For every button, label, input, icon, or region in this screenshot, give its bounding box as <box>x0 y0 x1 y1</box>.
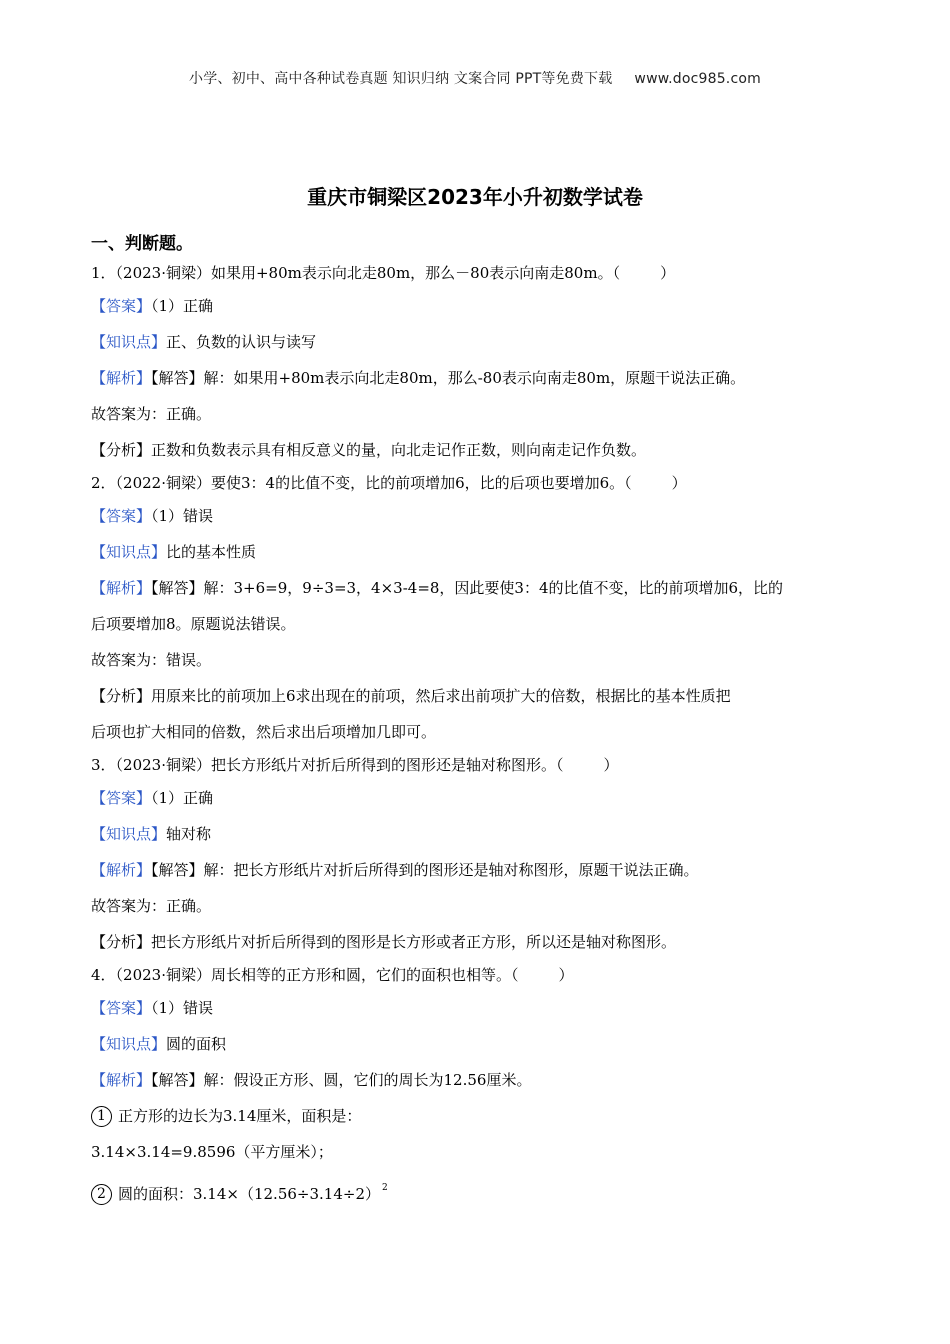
analysis-line-2: 后项要增加8。原题说法错误。 <box>91 615 296 633</box>
analysis-text: 【解答】解：假设正方形、圆，它们的周长为12.56厘米。 <box>151 1071 532 1089</box>
knowledge-text: 正、负数的认识与读写 <box>166 333 317 351</box>
answer-line <box>91 498 866 534</box>
analysis-text: 【解答】解：把长方形纸片对折后所得到的图形还是轴对称图形，原题干说法正确。 <box>151 861 699 879</box>
step-1-line <box>91 1098 866 1134</box>
question-1 <box>91 258 866 468</box>
header-text: 小学、初中、高中各种试卷真题 知识归纳 文案合同 PPT等免费下载 <box>189 71 613 87</box>
document-title: 重庆市铜梁区2023年小升初数学试卷 <box>307 185 643 209</box>
fenxi-tag: 【分析】 <box>91 441 152 459</box>
question-stem: 1．（2023·铜梁）如果用+80m表示向北走80m，那么－80表示向南走80m。（ ） <box>91 264 676 282</box>
answer-line <box>91 990 866 1026</box>
fenxi-text: 用原来比的前项加上6求出现在的前项，然后求出前项扩大的倍数，根据比的基本性质把 <box>151 687 731 705</box>
question-3 <box>91 750 866 960</box>
fenxi-text: 把长方形纸片对折后所得到的图形是长方形或者正方形，所以还是轴对称图形。 <box>151 933 677 951</box>
analysis-line <box>91 852 866 888</box>
analysis-tag: 【解析】 <box>91 369 152 387</box>
fenxi-line <box>91 678 866 714</box>
knowledge-line <box>91 534 866 570</box>
analysis-tag: 【解析】 <box>91 861 152 879</box>
fenxi-line <box>91 924 866 960</box>
analysis-line <box>91 1062 866 1098</box>
fenxi-tag: 【分析】 <box>91 687 152 705</box>
knowledge-line <box>91 1026 866 1062</box>
knowledge-tag: 【知识点】 <box>91 333 167 351</box>
circled-number-1: 1 <box>91 1106 112 1127</box>
step-1-text: 正方形的边长为3.14厘米，面积是： <box>118 1107 362 1125</box>
knowledge-text: 比的基本性质 <box>166 543 257 561</box>
question-4 <box>91 960 866 1212</box>
exponent: 2 <box>382 1183 388 1193</box>
analysis-line <box>91 570 866 606</box>
question-2 <box>91 468 866 750</box>
analysis-text: 【解答】解：如果用+80m表示向北走80m，那么-80表示向南走80m，原题干说法正确。 <box>151 369 746 387</box>
knowledge-line <box>91 324 866 360</box>
conclusion-line: 故答案为：正确。 <box>91 405 212 423</box>
step-2-text: 圆的面积：3.14×（12.56÷3.14÷2） <box>118 1185 380 1203</box>
calc-1-line: 3.14×3.14=9.8596（平方厘米）； <box>91 1143 333 1161</box>
knowledge-text: 轴对称 <box>166 825 212 843</box>
fenxi-tag: 【分析】 <box>91 933 152 951</box>
answer-line <box>91 780 866 816</box>
answer-tag: 【答案】 <box>91 297 152 315</box>
page-header <box>0 68 950 88</box>
knowledge-line <box>91 816 866 852</box>
section-title: 一、判断题。 <box>91 234 193 254</box>
step-2-line <box>91 1170 866 1212</box>
answer-text: （1）正确 <box>151 297 214 315</box>
analysis-tag: 【解析】 <box>91 1071 152 1089</box>
answer-text: （1）正确 <box>151 789 214 807</box>
answer-tag: 【答案】 <box>91 789 152 807</box>
fenxi-line <box>91 432 866 468</box>
conclusion-line: 故答案为：正确。 <box>91 897 212 915</box>
conclusion-line: 故答案为：错误。 <box>91 651 212 669</box>
answer-text: （1）错误 <box>151 507 214 525</box>
answer-tag: 【答案】 <box>91 999 152 1017</box>
knowledge-tag: 【知识点】 <box>91 543 167 561</box>
question-stem: 3．（2023·铜梁）把长方形纸片对折后所得到的图形还是轴对称图形。（ ） <box>91 756 619 774</box>
question-stem: 4．（2023·铜梁）周长相等的正方形和圆，它们的面积也相等。（ ） <box>91 966 574 984</box>
fenxi-line-2: 后项也扩大相同的倍数，然后求出后项增加几即可。 <box>91 723 437 741</box>
question-stem: 2．（2022·铜梁）要使3：4的比值不变，比的前项增加6，比的后项也要增加6。（ ） <box>91 474 687 492</box>
answer-tag: 【答案】 <box>91 507 152 525</box>
analysis-line <box>91 360 866 396</box>
answer-text: （1）错误 <box>151 999 214 1017</box>
knowledge-tag: 【知识点】 <box>91 1035 167 1053</box>
analysis-text: 【解答】解：3+6=9，9÷3=3，4×3-4=8，因此要使3：4的比值不变，比的前项增加6，比的 <box>151 579 784 597</box>
circled-number-2: 2 <box>91 1184 112 1205</box>
knowledge-text: 圆的面积 <box>166 1035 227 1053</box>
fenxi-text: 正数和负数表示具有相反意义的量，向北走记作正数，则向南走记作负数。 <box>151 441 647 459</box>
analysis-tag: 【解析】 <box>91 579 152 597</box>
header-url[interactable]: www.doc985.com <box>634 71 761 87</box>
knowledge-tag: 【知识点】 <box>91 825 167 843</box>
answer-line <box>91 288 866 324</box>
document-body <box>91 232 866 1212</box>
